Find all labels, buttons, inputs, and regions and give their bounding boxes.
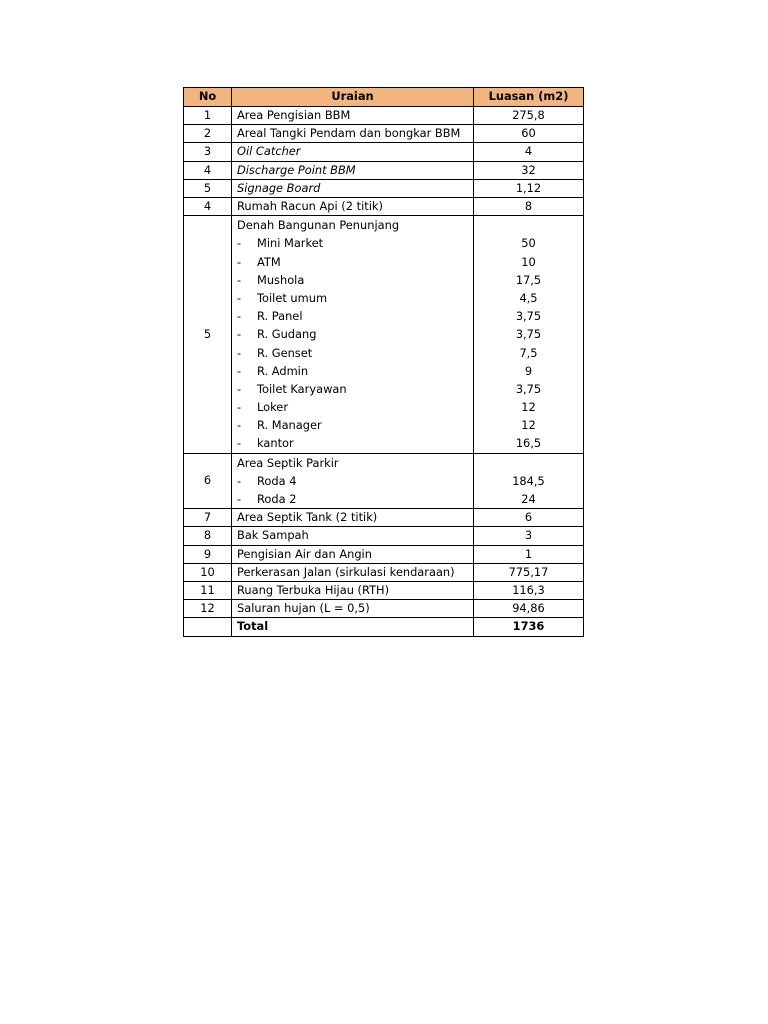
row-uraian: Oil Catcher xyxy=(232,143,474,161)
row-luasan: 1,12 xyxy=(474,179,584,197)
list-item: - R. Panel xyxy=(237,309,303,324)
list-item: - Roda 4 xyxy=(237,473,297,488)
table-row xyxy=(184,527,584,545)
table-row xyxy=(184,600,584,618)
row-uraian: Area Septik Tank (2 titik) xyxy=(232,509,474,527)
row-uraian: Signage Board xyxy=(232,179,474,197)
row-luasan: 94,86 xyxy=(474,600,584,618)
row-uraian: Area Pengisian BBM xyxy=(232,107,474,125)
row-uraian: Ruang Terbuka Hijau (RTH) xyxy=(232,582,474,600)
table-row xyxy=(184,143,584,161)
row-uraian: Discharge Point BBM xyxy=(232,161,474,179)
row-uraian: Bak Sampah xyxy=(232,527,474,545)
row-luasan: 60 xyxy=(474,125,584,143)
total-value: 1736 xyxy=(474,618,584,636)
row-uraian: Saluran hujan (L = 0,5) xyxy=(232,600,474,618)
row-luasan: 4 xyxy=(474,143,584,161)
list-item: - Mini Market xyxy=(237,236,324,251)
list-item: - Toilet Karyawan xyxy=(237,381,347,396)
row-no: 5 xyxy=(184,179,232,197)
table-row xyxy=(184,125,584,143)
list-item: - Roda 2 xyxy=(237,492,297,507)
list-item: - kantor xyxy=(237,436,294,451)
row-luasan: 775,17 xyxy=(474,563,584,581)
list-item: - Toilet umum xyxy=(237,290,328,305)
header-no: No xyxy=(184,88,232,107)
row-luasan: 1 xyxy=(474,545,584,563)
group-uraian xyxy=(232,453,474,509)
table-row-group xyxy=(184,216,584,453)
list-item: - Mushola xyxy=(237,272,305,287)
total-row xyxy=(184,618,584,636)
row-no: 10 xyxy=(184,563,232,581)
table-row xyxy=(184,161,584,179)
row-no: 11 xyxy=(184,582,232,600)
list-item: - R. Manager xyxy=(237,418,322,433)
row-no: 2 xyxy=(184,125,232,143)
row-luasan: 32 xyxy=(474,161,584,179)
list-item: - ATM xyxy=(237,254,281,269)
group-luasan: 184,5 24 xyxy=(474,453,584,509)
table-row xyxy=(184,107,584,125)
row-no: 7 xyxy=(184,509,232,527)
table-header-row xyxy=(184,88,584,107)
list-item: - Loker xyxy=(237,400,288,415)
table-row xyxy=(184,545,584,563)
row-luasan: 8 xyxy=(474,198,584,216)
row-uraian: Rumah Racun Api (2 titik) xyxy=(232,198,474,216)
header-uraian: Uraian xyxy=(232,88,474,107)
group-uraian xyxy=(232,216,474,453)
table-row xyxy=(184,563,584,581)
row-uraian: Perkerasan Jalan (sirkulasi kendaraan) xyxy=(232,563,474,581)
row-luasan: 275,8 xyxy=(474,107,584,125)
row-no: 12 xyxy=(184,600,232,618)
total-label: Total xyxy=(232,618,474,636)
row-no: 9 xyxy=(184,545,232,563)
row-no: 1 xyxy=(184,107,232,125)
total-no xyxy=(184,618,232,636)
table-row xyxy=(184,582,584,600)
row-no: 3 xyxy=(184,143,232,161)
row-luasan: 6 xyxy=(474,509,584,527)
row-no: 6 xyxy=(184,453,232,509)
row-no: 4 xyxy=(184,161,232,179)
group-title: Area Septik Parkir xyxy=(237,455,339,470)
row-luasan: 116,3 xyxy=(474,582,584,600)
area-table xyxy=(183,87,584,637)
row-no: 4 xyxy=(184,198,232,216)
table-row xyxy=(184,179,584,197)
row-luasan: 3 xyxy=(474,527,584,545)
group-luasan: 50 10 17,5 4,5 3,75 3,75 7,5 9 3,75 12 12 16,5 xyxy=(474,216,584,453)
row-uraian: Pengisian Air dan Angin xyxy=(232,545,474,563)
list-item: - R. Admin xyxy=(237,363,309,378)
table-row xyxy=(184,509,584,527)
group-title: Denah Bangunan Penunjang xyxy=(237,218,400,233)
row-no: 5 xyxy=(184,216,232,453)
row-no: 8 xyxy=(184,527,232,545)
list-item: - R. Gudang xyxy=(237,327,317,342)
table-row xyxy=(184,198,584,216)
list-item: - R. Genset xyxy=(237,345,313,360)
header-luasan: Luasan (m2) xyxy=(474,88,584,107)
table-row-group xyxy=(184,453,584,509)
row-uraian: Areal Tangki Pendam dan bongkar BBM xyxy=(232,125,474,143)
